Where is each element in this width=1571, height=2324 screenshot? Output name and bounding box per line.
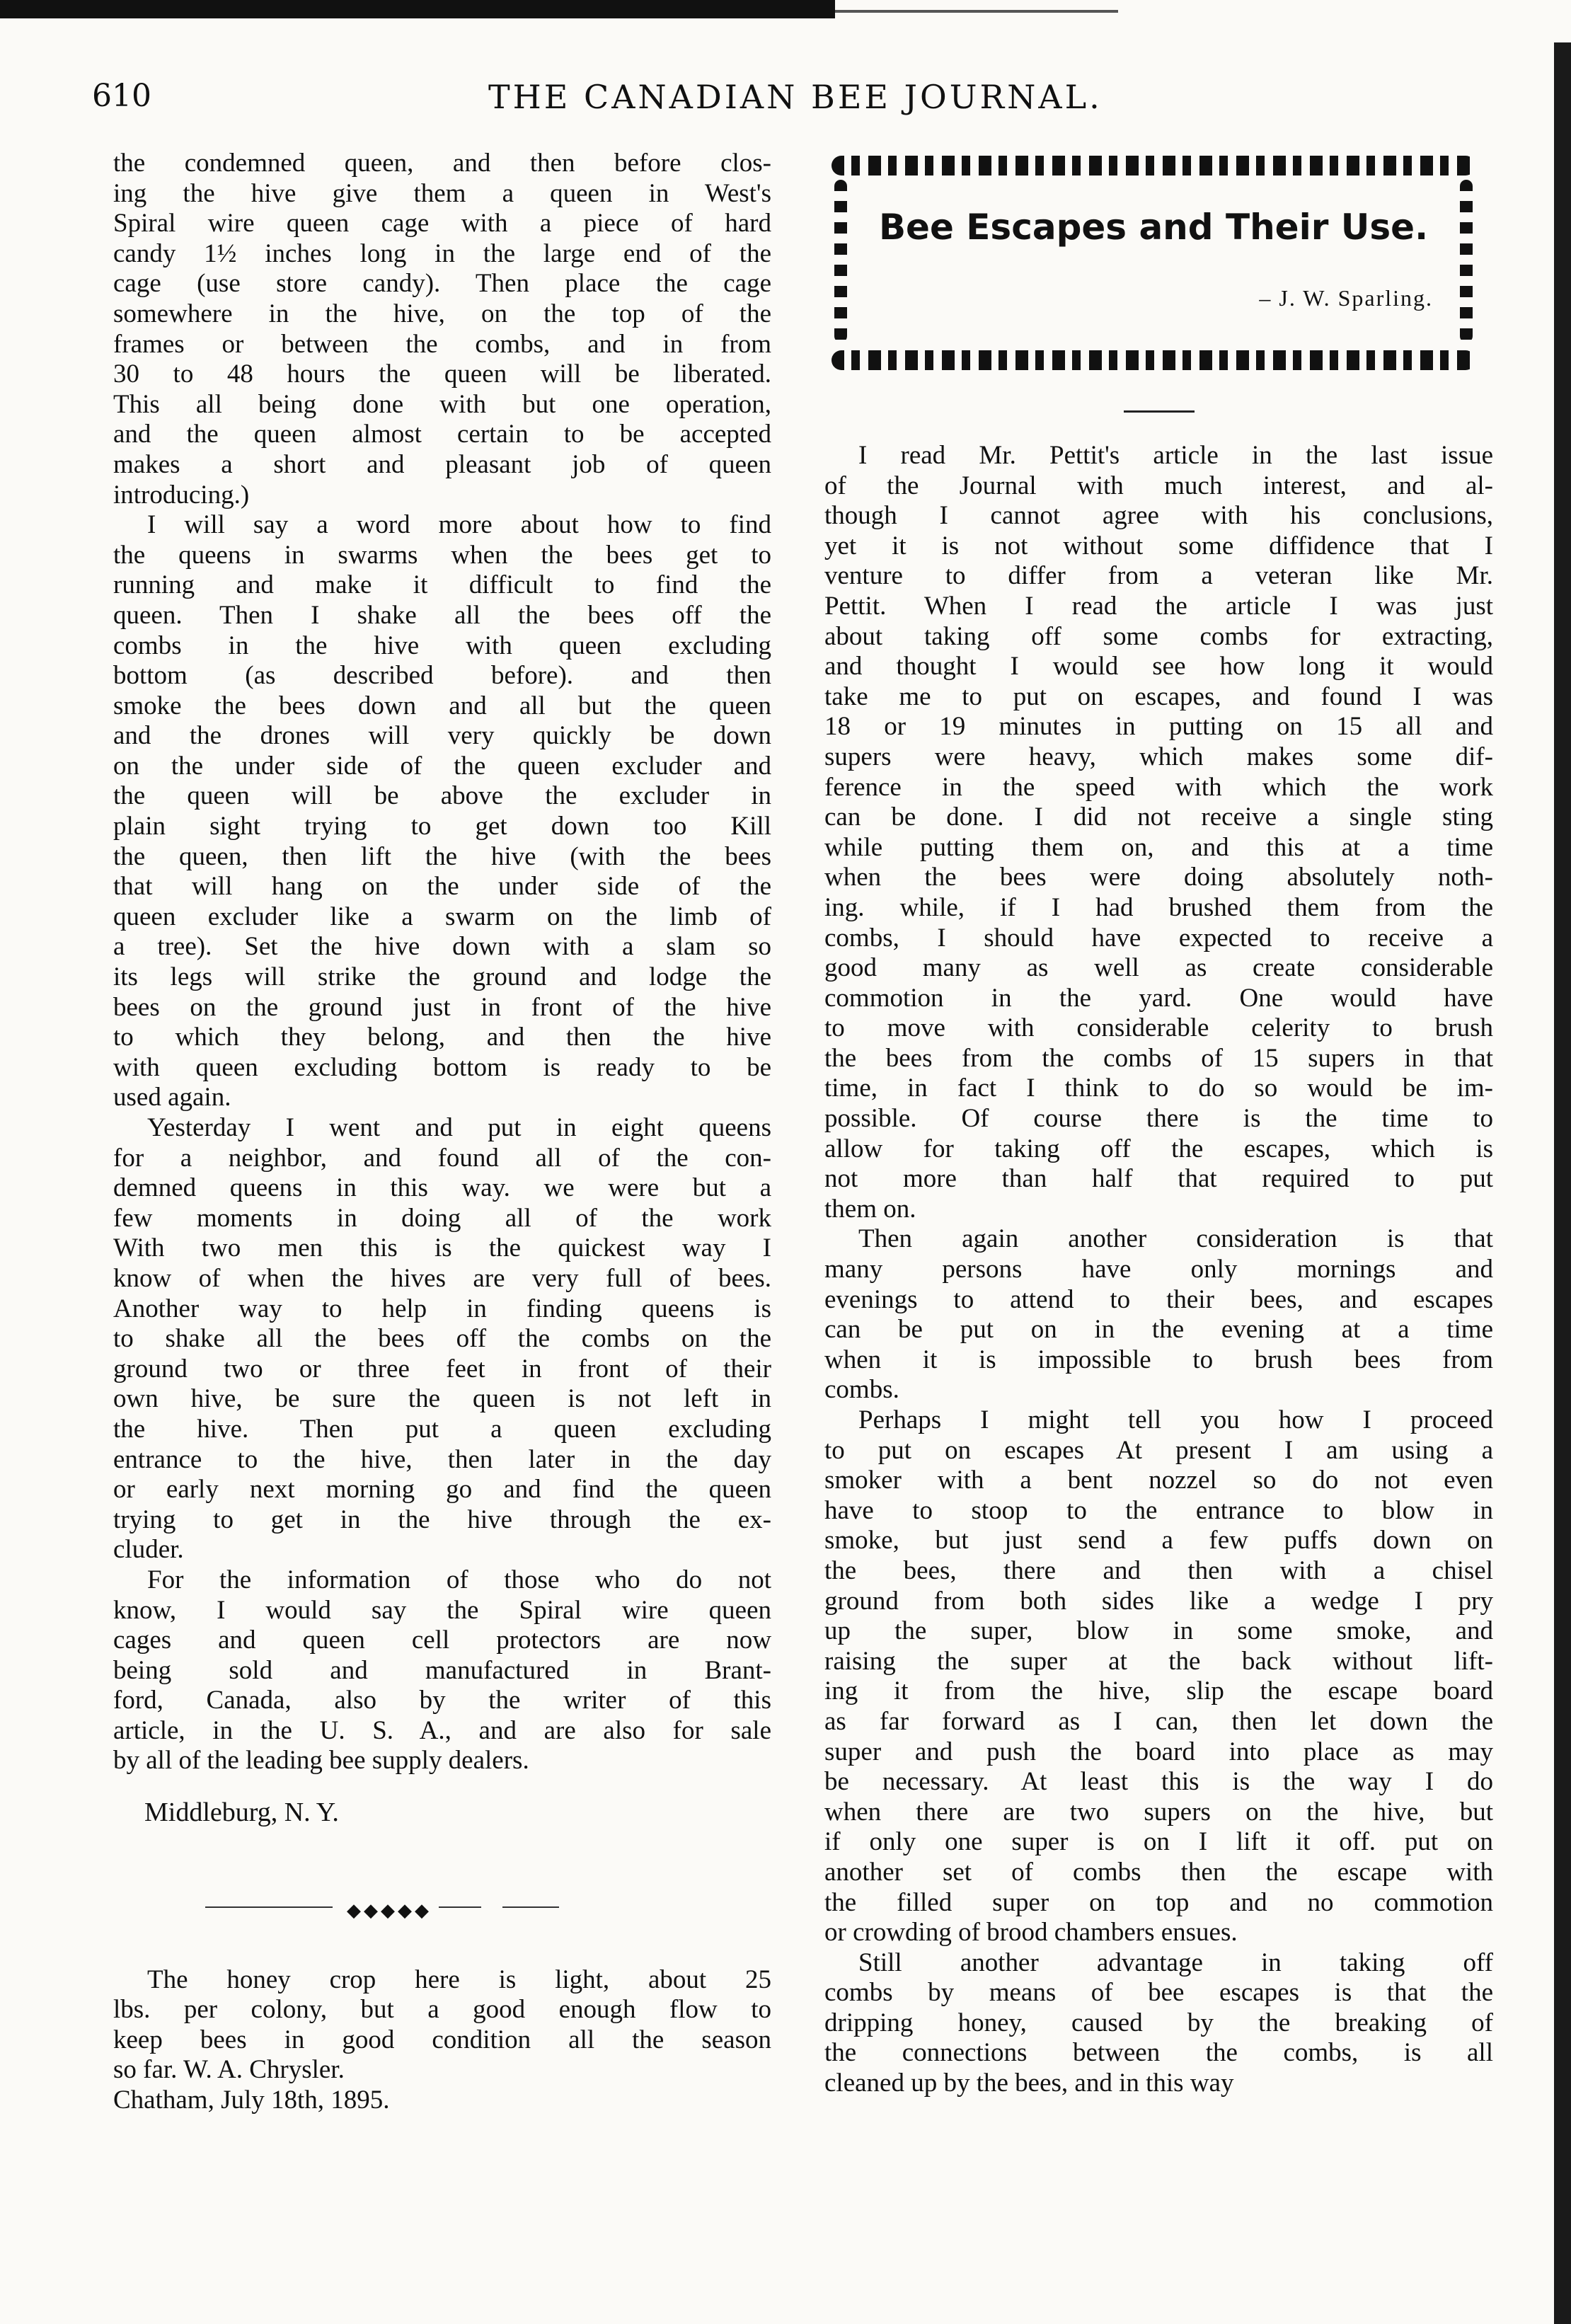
text-line: time, in fact I think to do so would be im- <box>824 1074 1493 1103</box>
text-line: so far. W. A. Chrysler. <box>113 2055 345 2085</box>
text-line: or crowding of brood chambers ensues. <box>824 1918 1238 1948</box>
text-line: know of when the hives are very full of bees. <box>113 1263 771 1293</box>
text-line: own hive, be sure the queen is not left in <box>113 1384 771 1414</box>
text-line: Another way to help in finding queens is <box>113 1294 771 1323</box>
text-line: raising the super at the back without lift- <box>824 1646 1493 1676</box>
article-title: Bee Escapes and Their Use. <box>878 207 1429 248</box>
text-line: on the under side of the queen excluder and <box>113 751 771 781</box>
text-line: when it is impossible to brush bees from <box>824 1345 1493 1374</box>
text-line: smoke the bees down and all but the queen <box>113 691 771 720</box>
text-line: to put on escapes At present I am using a <box>824 1435 1493 1465</box>
text-line: keep bees in good condition all the season <box>113 2025 771 2054</box>
text-line: entrance to the hive, then later in the day <box>113 1444 771 1474</box>
text-line: 30 to 48 hours the queen will be liberated. <box>113 359 771 389</box>
text-line: used again. <box>113 1083 231 1112</box>
text-line: the queen, then lift the hive (with the bees <box>113 841 771 871</box>
text-line: many persons have only mornings and <box>824 1255 1493 1284</box>
article-title-banner <box>824 149 1483 382</box>
text-line: running and make it difficult to find the <box>113 570 771 600</box>
article-author: – J. W. Sparling. <box>1259 285 1433 311</box>
text-line: being sold and manufactured in Brant- <box>113 1655 771 1685</box>
page-edge-shadow <box>1554 42 1571 2324</box>
text-line: article, in the U. S. A., and are also for sale <box>113 1715 771 1745</box>
text-line: Still another advantage in taking off <box>858 1948 1493 1977</box>
text-line: combs, I should have expected to receive a <box>824 923 1493 953</box>
text-line: ing the hive give them a queen in West's <box>113 178 771 208</box>
text-line: Spiral wire queen cage with a piece of hard <box>113 209 771 238</box>
left-article-body <box>113 149 771 1776</box>
text-line: ground two or three feet in front of their <box>113 1354 771 1384</box>
text-line: to which they belong, and then the hive <box>113 1023 771 1052</box>
text-line: by all of the leading bee supply dealers. <box>113 1746 529 1776</box>
text-line: the hive. Then put a queen excluding <box>113 1414 771 1444</box>
text-line: ference in the speed with which the work <box>824 772 1493 802</box>
signature-location: Middleburg, N. Y. <box>144 1797 339 1828</box>
text-line: supers were heavy, which makes some dif- <box>824 742 1493 771</box>
text-line: venture to differ from a veteran like Mr. <box>824 561 1493 591</box>
text-line: lbs. per colony, but a good enough flow to <box>113 1995 771 2025</box>
text-line: I read Mr. Pettit's article in the last issue <box>858 441 1493 470</box>
text-line: The honey crop here is light, about 25 <box>147 1965 771 1994</box>
ornament-border-bottom <box>831 350 1475 370</box>
text-line: I will say a word more about how to find <box>147 510 771 540</box>
text-line: of the Journal with much interest, and al- <box>824 471 1493 500</box>
text-line: its legs will strike the ground and lodge the <box>113 962 771 992</box>
text-line: the filled super on top and no commotion <box>824 1887 1493 1917</box>
text-line: and the queen almost certain to be accepted <box>113 420 771 449</box>
text-line: Then again another consideration is that <box>858 1224 1493 1254</box>
text-line: and the drones will very quickly be down <box>113 721 771 751</box>
text-line: Yesterday I went and put in eight queens <box>147 1113 771 1142</box>
text-line: 18 or 19 minutes in putting on 15 all and <box>824 712 1493 742</box>
text-line: cage (use store candy). Then place the cage <box>113 269 771 299</box>
text-line: be necessary. At least this is the way I do <box>824 1767 1493 1797</box>
title-rule <box>1124 410 1195 413</box>
text-line: to move with considerable celerity to brush <box>824 1013 1493 1043</box>
text-line: the queens in swarms when the bees get to <box>113 540 771 570</box>
text-line: can be put on in the evening at a time <box>824 1315 1493 1345</box>
text-line: the queen will be above the excluder in <box>113 781 771 811</box>
text-line: commotion in the yard. One would have <box>824 983 1493 1013</box>
text-line: combs in the hive with queen excluding <box>113 631 771 660</box>
text-line: candy 1½ inches long in the large end of the <box>113 238 771 268</box>
text-line: them on. <box>824 1194 916 1224</box>
text-line: evenings to attend to their bees, and escapes <box>824 1284 1493 1314</box>
text-line: few moments in doing all of the work <box>113 1203 771 1233</box>
text-line: For the information of those who do not <box>147 1565 771 1594</box>
text-line: the bees from the combs of 15 supers in that <box>824 1043 1493 1073</box>
text-line: combs by means of bee escapes is that the <box>824 1978 1493 2008</box>
ornament-border-left <box>834 180 847 343</box>
text-line: not more than half that required to put <box>824 1164 1493 1194</box>
text-line: combs. <box>824 1375 899 1405</box>
ornament-border-top <box>831 156 1475 176</box>
text-line: know, I would say the Spiral wire queen <box>113 1595 771 1625</box>
text-line: bottom (as described before). and then <box>113 661 771 691</box>
text-line: when there are two supers on the hive, but <box>824 1797 1493 1827</box>
text-line: cleaned up by the bees, and in this way <box>824 2069 1234 2098</box>
top-rule-thin <box>835 10 1118 13</box>
section-divider: ◆◆◆◆◆ <box>205 1899 573 1916</box>
left-column <box>113 149 771 2116</box>
text-line: smoke, but just send a few puffs down on <box>824 1526 1493 1555</box>
text-line: cluder. <box>113 1535 184 1565</box>
page-header <box>92 78 1479 127</box>
text-line: allow for taking off the escapes, which is <box>824 1134 1493 1163</box>
text-line: when the bees were doing absolutely noth- <box>824 863 1493 892</box>
text-line: good many as well as create considerable <box>824 953 1493 983</box>
text-line: trying to get in the hive through the ex- <box>113 1505 771 1534</box>
text-line: another set of combs then the escape with <box>824 1857 1493 1887</box>
page-number: 610 <box>92 78 151 114</box>
text-line: ground from both sides like a wedge I pry <box>824 1586 1493 1616</box>
text-line: queen excluder like a swarm on the limb of <box>113 902 771 931</box>
text-line: dripping honey, caused by the breaking of <box>824 2008 1493 2037</box>
text-line: Pettit. When I read the article I was just <box>824 591 1493 621</box>
text-line: This all being done with but one operation, <box>113 389 771 419</box>
text-line: the condemned queen, and then before clos- <box>113 149 771 178</box>
text-line: about taking off some combs for extracting, <box>824 621 1493 651</box>
text-line: if only one super is on I lift it off. put on <box>824 1827 1493 1857</box>
text-line: a tree). Set the hive down with a slam so <box>113 932 771 962</box>
text-line: somewhere in the hive, on the top of the <box>113 299 771 328</box>
text-line: cages and queen cell protectors are now <box>113 1626 771 1655</box>
text-line: the connections between the combs, is all <box>824 2038 1493 2068</box>
honey-note <box>113 1965 771 2086</box>
journal-title: THE CANADIAN BEE JOURNAL. <box>488 78 1103 116</box>
text-line: that will hang on the under side of the <box>113 872 771 902</box>
text-line: though I cannot agree with his conclusions, <box>824 501 1493 531</box>
text-line: have to stoop to the entrance to blow in <box>824 1495 1493 1525</box>
text-line: makes a short and pleasant job of queen <box>113 449 771 479</box>
text-line: while putting them on, and this at a time <box>824 832 1493 862</box>
text-line: queen. Then I shake all the bees off the <box>113 600 771 630</box>
text-line: to shake all the bees off the combs on the <box>113 1324 771 1354</box>
text-line: and thought I would see how long it would <box>824 652 1493 681</box>
text-line: ing. while, if I had brushed them from the <box>824 892 1493 922</box>
text-line: With two men this is the quickest way I <box>113 1233 771 1263</box>
text-line: yet it is not without some diffidence that I <box>824 531 1493 560</box>
text-line: possible. Of course there is the time to <box>824 1104 1493 1134</box>
text-line: up the super, blow in some smoke, and <box>824 1616 1493 1646</box>
text-line: bees on the ground just in front of the hive <box>113 992 771 1022</box>
text-line: for a neighbor, and found all of the con- <box>113 1143 771 1173</box>
text-line: ing it from the hive, slip the escape board <box>824 1676 1493 1706</box>
ornament-border-right <box>1460 180 1473 343</box>
text-line: smoker with a bent nozzel so do not even <box>824 1466 1493 1495</box>
text-line: introducing.) <box>113 480 250 510</box>
right-column <box>824 149 1493 2099</box>
text-line: frames or between the combs, and in from <box>113 329 771 359</box>
text-line: or early next morning go and find the queen <box>113 1475 771 1505</box>
text-line: super and push the board into place as may <box>824 1737 1493 1766</box>
text-line: demned queens in this way. we were but a <box>113 1173 771 1203</box>
top-rule <box>0 0 835 18</box>
text-line: as far forward as I can, then let down the <box>824 1706 1493 1736</box>
text-line: plain sight trying to get down too Kill <box>113 812 771 841</box>
text-line: Perhaps I might tell you how I proceed <box>858 1405 1493 1434</box>
text-line: can be done. I did not receive a single sting <box>824 803 1493 832</box>
dateline: Chatham, July 18th, 1895. <box>113 2086 390 2115</box>
text-line: with queen excluding bottom is ready to be <box>113 1052 771 1082</box>
text-line: the bees, there and then with a chisel <box>824 1555 1493 1585</box>
text-line: take me to put on escapes, and found I was <box>824 681 1493 711</box>
text-line: ford, Canada, also by the writer of this <box>113 1686 771 1715</box>
right-article-body <box>824 441 1493 2099</box>
